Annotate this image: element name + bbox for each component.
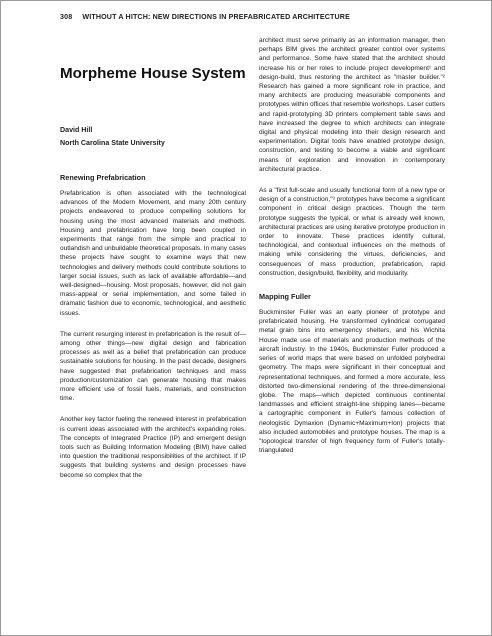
paragraph: The current resurging interest in prefabrication is the result of—among other things—new digital design and fabrication processes as well as a belief that prefabrication can produce sustainable solutions for housing. In the past decade, designers have suggested that prefabrication techniques and mass production/customization can generate housing that makes more efficient use of fossil fuels, materials, and construction time.: [60, 330, 246, 403]
page-number: 308: [60, 13, 73, 21]
paragraph: architect must serve primarily as an information manager, then perhaps BIM gives the architect greater control over systems and performance. Some have stated that the architect should increase his or her roles to include project development¹ and design-build, thus restoring the architect as "master builder."² Research has gained a more significant role in practice, and many architects are producing measurable components and prototypes within offices that resemble workshops. Laser cutters and rapid-prototyping 3D printers complement table saws and have increased the degree to which architects can integrate digital and physical modeling into their design research and experimentation. Digital tools have enabled prototype design, construction, and testing to become a viable and significant means of exploration and innovation in contemporary architectural practice.: [259, 37, 445, 173]
running-title: WITHOUT A HITCH: NEW DIRECTIONS IN PREFABRICATED ARCHITECTURE: [82, 13, 350, 21]
running-header: [60, 13, 350, 21]
paragraph: As a "first full-scale and usually functional form of a new type or design of a construction,"³ prototypes have become a significant component in critical design practices. Though the term prototype suggests the typical, or what is already well known, architectural practices are using iterative prototype production in order to innovate. These practices identify cultural, technological, and contextual influences on the methods of making while considering the virtues, deficiencies, and consequences of mass production, prefabrication, rapid construction, design/build, flexibility, and modularity.: [259, 187, 445, 277]
left-column: [60, 64, 246, 480]
right-column: [259, 36, 445, 455]
paragraph: Prefabrication is often associated with the technological advances of the Modern Movement, and many 20th century projects endeavored to produce compelling solutions for housing using the most advanced materials and methods. Housing and prefabrication have long been coupled in experiments that range from the simple and practical to outlandish and unbuildable theoretical proposals. In many cases these projects have sought to examine ways that new technologies and delivery methods could contribute solutions to larger social issues, such as lack of available affordable—and well-designed—housing. Most proposals, however, did not gain mass-appeal or serial implementation, and some failed in dramatic fashion due to economic, technological, and aesthetic issues.: [60, 190, 246, 317]
paragraph: Buckminster Fuller was an early pioneer of prototype and prefabricated housing. He transformed cylindrical corrugated metal grain bins into emergency shelters, and his Wichita House made use of materials and production methods of the aircraft industry. In the 1940s, Buckminster Fuller produced a series of world maps that were based on unfolded polyhedral geometry. The maps were significant in their conceptual and representational techniques, and formed a more accurate, less distorted two-dimensional rendering of the three-dimensional globe. The maps—which depicted continuous continental landmasses and efficient straight-line shipping lanes—became a cartographic component in Fuller's famous collection of neologistic Dymaxion (Dynamic+Maximum+Ion) projects that also included automobiles and prototype houses. The map is a "topological transfer of high frequency form of Fuller's totally-triangulated: [259, 309, 445, 455]
author-affiliation: North Carolina State University: [60, 138, 165, 147]
paragraph: Another key factor fueling the renewed interest in prefabrication is current ideas associated with the architect's expanding roles. The concepts of Integrated Practice (IP) and emergent design tools such as Building Information Modeling (BIM) have called into question the traditional responsibilities of the architect. If IP suggests that building systems and design processes have become so complex that the: [60, 416, 246, 479]
author-block: [60, 124, 246, 149]
article-title: Morpheme House System: [60, 65, 246, 82]
author-name: David Hill: [60, 126, 93, 134]
section-heading-mapping: Mapping Fuller: [259, 292, 311, 302]
section-heading-renewing: Renewing Prefabrication: [60, 173, 146, 182]
